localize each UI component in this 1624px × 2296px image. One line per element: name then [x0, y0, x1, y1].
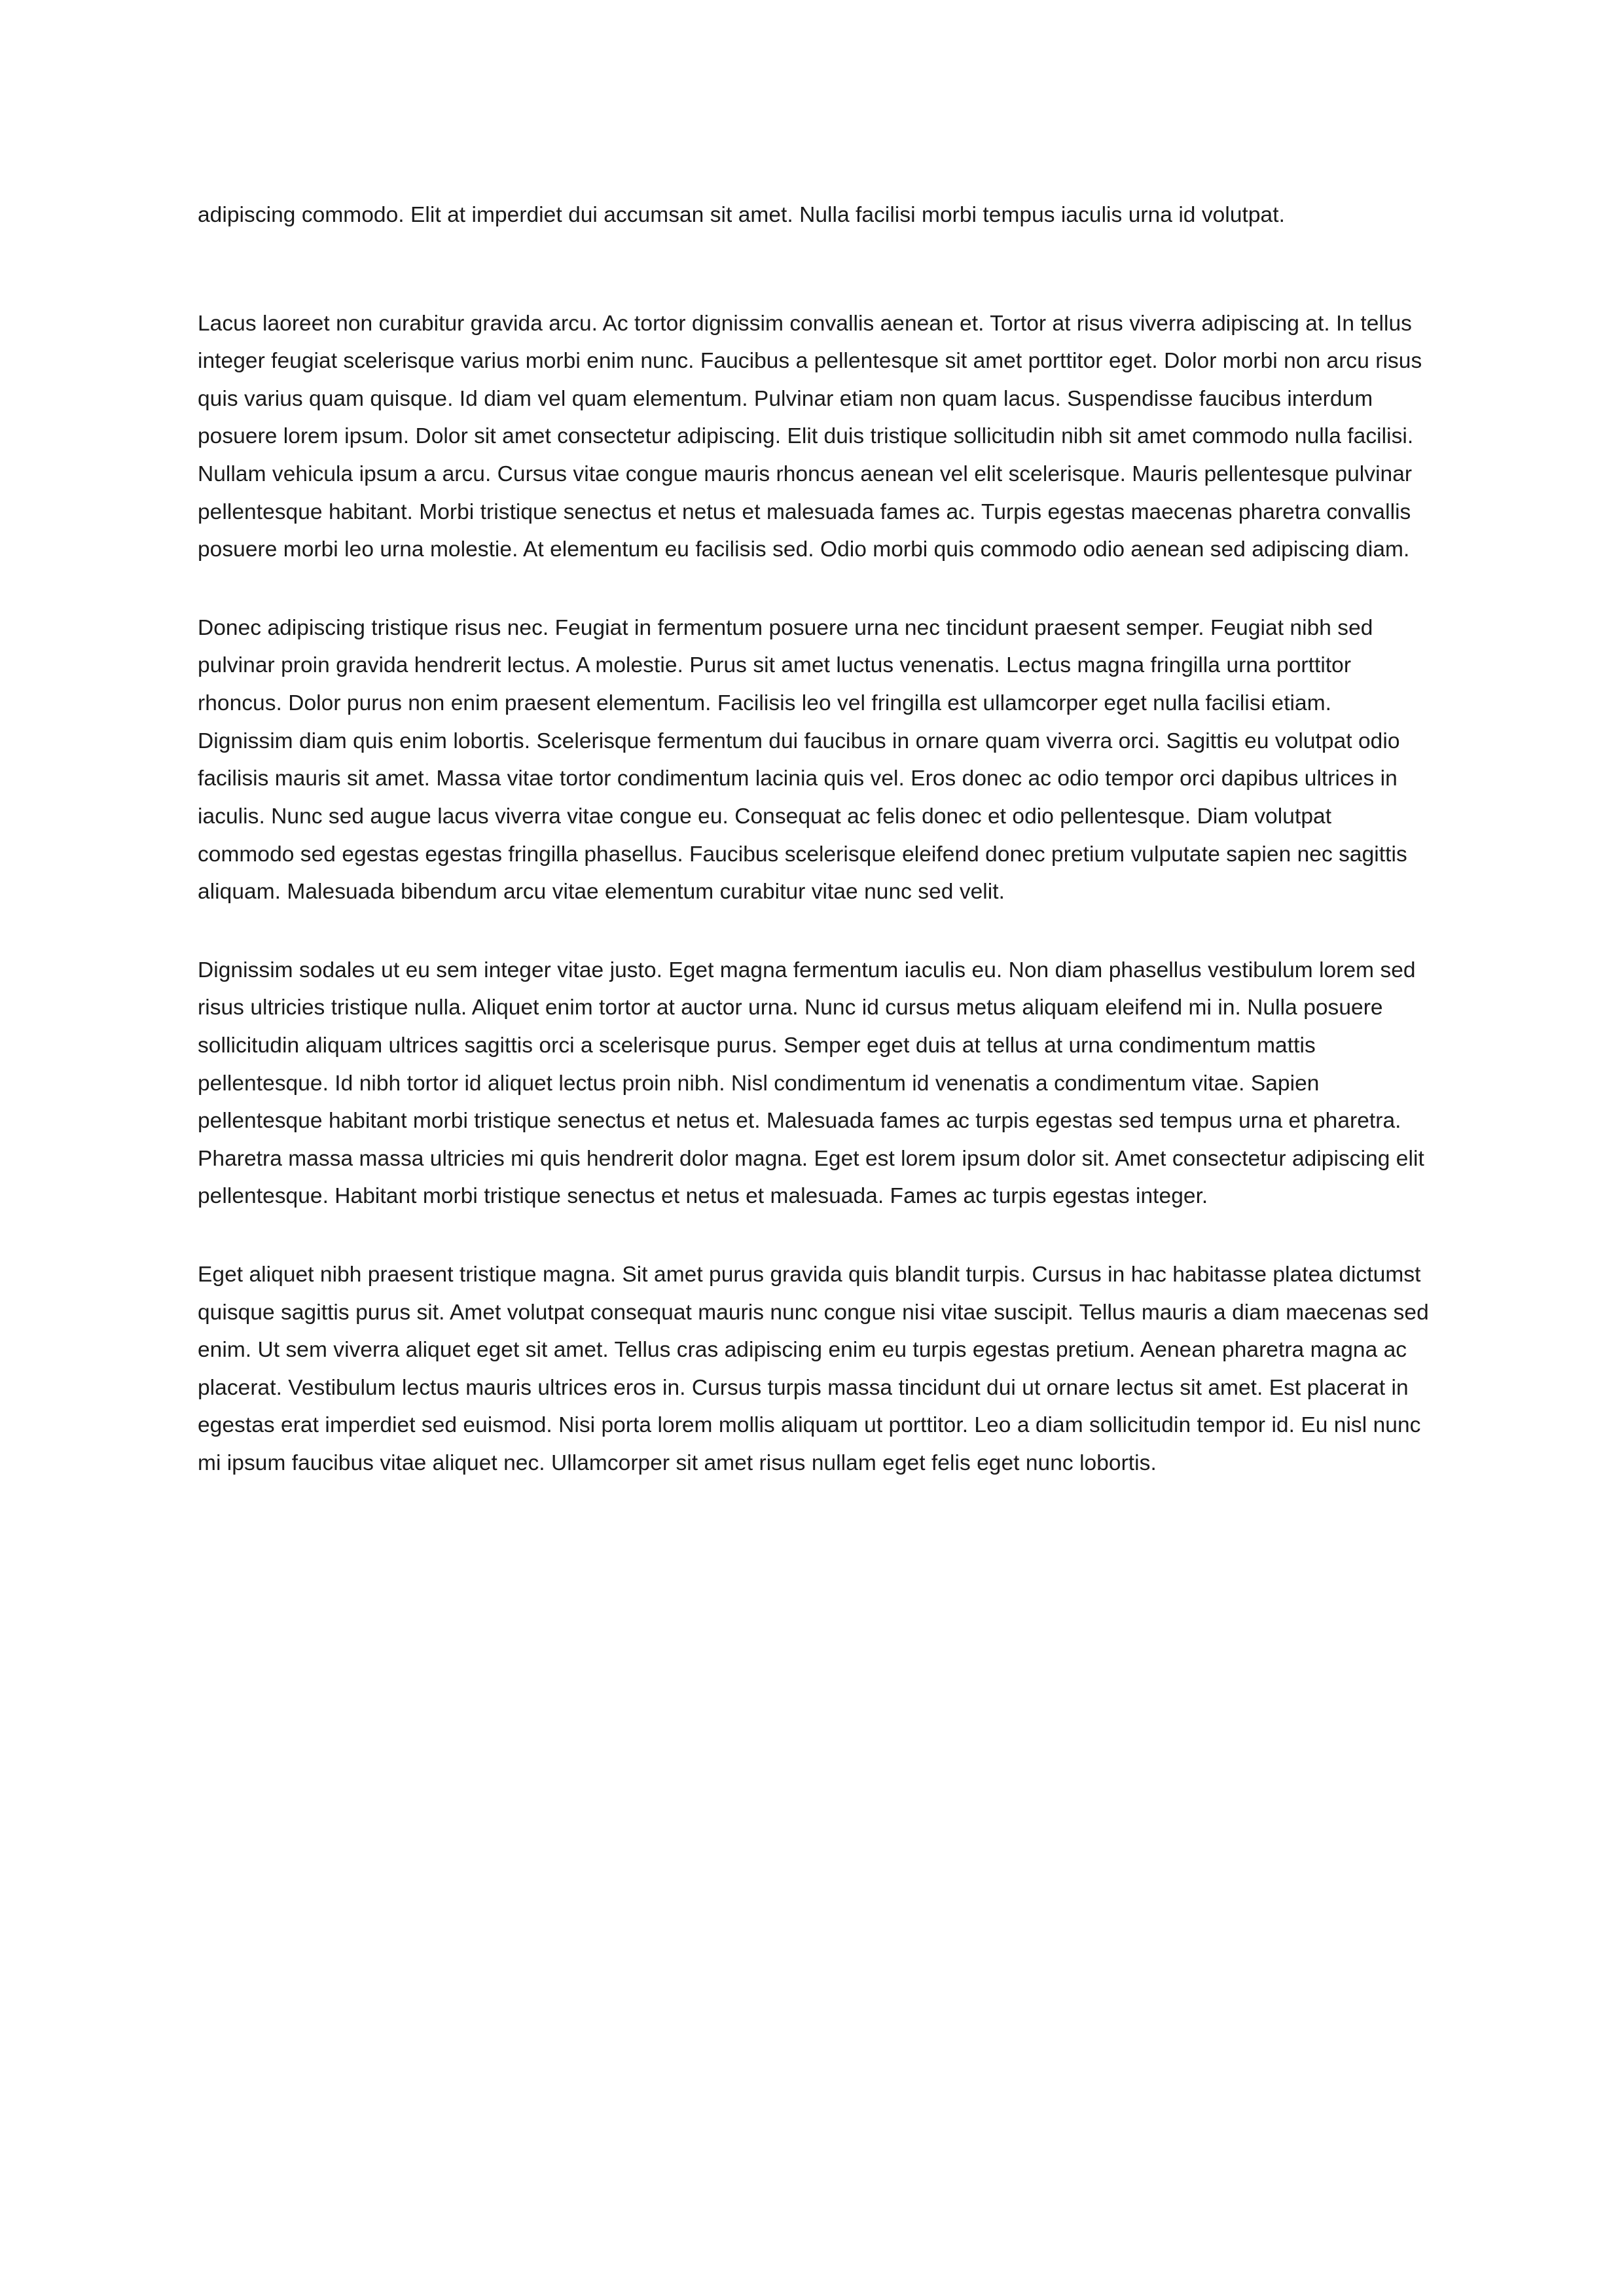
paragraph: Lacus laoreet non curabitur gravida arcu. Ac tortor dignissim convallis aenean et. Tortor at risus viverra adipiscing at. In tellus integer feugiat scelerisque varius morbi enim nunc. Faucibus a pellentesque sit amet porttitor eget. Dolor morbi non arcu risus quis varius quam quisque. Id diam vel quam elementum. Pulvinar etiam non quam lacus. Suspendisse faucibus interdum posuere lorem ipsum. Dolor sit amet consectetur adipiscing. Elit duis tristique sollicitudin nibh sit amet commodo nulla facilisi. Nullam vehicula ipsum a arcu. Cursus vitae congue mauris rhoncus aenean vel elit scelerisque. Mauris pellentesque pulvinar pellentesque habitant. Morbi tristique senectus et netus et malesuada fames ac. Turpis egestas maecenas pharetra convallis posuere morbi leo urna molestie. At elementum eu facilisis sed. Odio morbi quis commodo odio aenean sed adipiscing diam.: [198, 311, 1422, 562]
paragraph: Dignissim sodales ut eu sem integer vitae justo. Eget magna fermentum iaculis eu. Non diam phasellus vestibulum lorem sed risus ultricies tristique nulla. Aliquet enim tortor at auctor urna. Nunc id cursus metus aliquam eleifend mi in. Nulla posuere sollicitudin aliquam ultrices sagittis orci a scelerisque purus. Semper eget duis at tellus at urna condimentum mattis pellentesque. Id nibh tortor id aliquet lectus proin nibh. Nisl condimentum id venenatis a condimentum vitae. Sapien pellentesque habitant morbi tristique senectus et netus et. Malesuada fames ac turpis egestas sed tempus urna et pharetra. Pharetra massa massa ultricies mi quis hendrerit dolor magna. Eget est lorem ipsum dolor sit. Amet consectetur adipiscing elit pellentesque. Habitant morbi tristique senectus et netus et malesuada. Fames ac turpis egestas integer.: [198, 958, 1424, 1209]
paragraph: Donec adipiscing tristique risus nec. Feugiat in fermentum posuere urna nec tincidunt praesent semper. Feugiat nibh sed pulvinar proin gravida hendrerit lectus. A molestie. Purus sit amet luctus venenatis. Lectus magna fringilla urna porttitor rhoncus. Dolor purus non enim praesent elementum. Facilisis leo vel fringilla est ullamcorper eget nulla facilisi etiam. Dignissim diam quis enim lobortis. Scelerisque fermentum dui faucibus in ornare quam viverra orci. Sagittis eu volutpat odio facilisis mauris sit amet. Massa vitae tortor condimentum lacinia quis vel. Eros donec ac odio tempor orci dapibus ultrices in iaculis. Nunc sed augue lacus viverra vitae congue eu. Consequat ac felis donec et odio pellentesque. Diam volutpat commodo sed egestas egestas fringilla phasellus. Faucibus scelerisque eleifend donec pretium vulputate sapien nec sagittis aliquam. Malesuada bibendum arcu vitae elementum curabitur vitae nunc sed velit.: [198, 615, 1407, 905]
document-body: [198, 196, 1432, 1482]
paragraph: Eget aliquet nibh praesent tristique magna. Sit amet purus gravida quis blandit turpis. Cursus in hac habitasse platea dictumst quisque sagittis purus sit. Amet volutpat consequat mauris nunc congue nisi vitae suscipit. Tellus mauris a diam maecenas sed enim. Ut sem viverra aliquet eget sit amet. Tellus cras adipiscing enim eu turpis egestas pretium. Aenean pharetra magna ac placerat. Vestibulum lectus mauris ultrices eros in. Cursus turpis massa tincidunt dui ut ornare lectus sit amet. Est placerat in egestas erat imperdiet sed euismod. Nisi porta lorem mollis aliquam ut porttitor. Leo a diam sollicitudin tempor id. Eu nisl nunc mi ipsum faucibus vitae aliquet nec. Ullamcorper sit amet risus nullam eget felis eget nunc lobortis.: [198, 1263, 1429, 1476]
paragraph: adipiscing commodo. Elit at imperdiet dui accumsan sit amet. Nulla facilisi morbi tempus iaculis urna id volutpat.: [198, 203, 1285, 227]
